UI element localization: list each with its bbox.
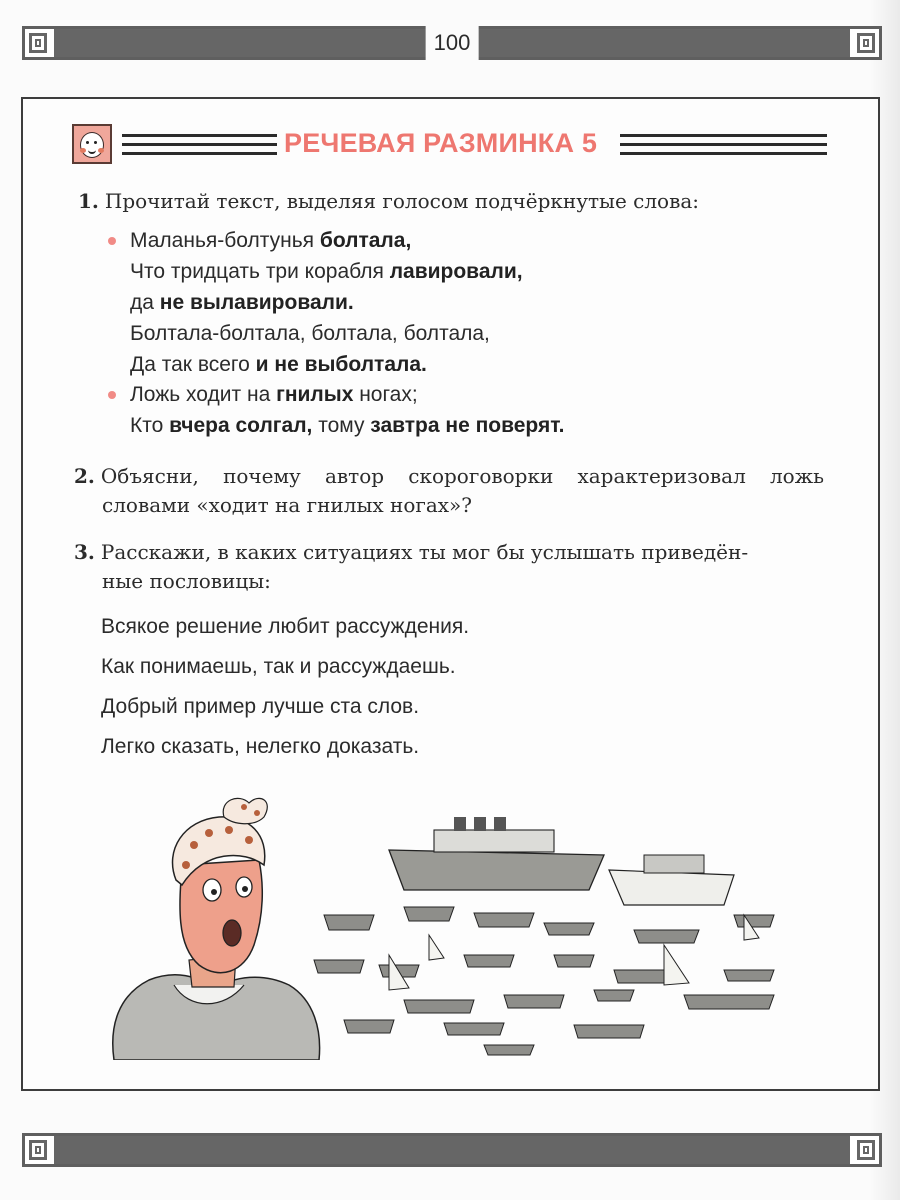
decorative-lines-right	[620, 134, 827, 156]
tongue-twister	[106, 225, 523, 380]
task-3	[74, 538, 824, 596]
task-text-line-2: словами «ходит на гнилых ногах»?	[102, 493, 473, 517]
task-text: Прочитай текст, выделяя голосом подчёркнутые слова:	[104, 189, 700, 213]
bullet-icon	[108, 391, 116, 399]
woman-and-ships-illustration	[104, 795, 794, 1060]
section-title: РЕЧЕВАЯ РАЗМИНКА 5	[284, 128, 598, 158]
task-text-line-1: Расскажи, в каких ситуациях ты мог бы услышать приведён-	[100, 540, 749, 564]
task-number: 2.	[74, 464, 95, 488]
proverb: Как понимаешь, так и рассуждаешь.	[101, 655, 456, 678]
proverb: Легко сказать, нелегко доказать.	[101, 735, 420, 758]
bullet-icon	[108, 237, 116, 245]
proverb-poem	[106, 379, 565, 441]
poem-line: Ложь ходит на гнилых ногах;	[130, 383, 418, 406]
task-number: 3.	[74, 540, 95, 564]
task-text-line-2: ные пословицы:	[102, 569, 271, 593]
poem-line: Кто вчера солгал, тому завтра не поверят.	[130, 414, 565, 437]
section-header	[72, 124, 832, 168]
task-2	[74, 462, 824, 520]
greek-key-border-top	[22, 26, 882, 60]
ships-at-sea-illustration	[304, 795, 794, 1060]
greek-key-border-bottom	[22, 1133, 882, 1167]
meander-pattern	[54, 1136, 850, 1164]
proverb: Добрый пример лучше ста слов.	[101, 695, 420, 718]
task-1	[78, 187, 838, 216]
poem-line: Болтала-болтала, болтала, болтала,	[130, 322, 490, 345]
poem-line: Что тридцать три корабля лавировали,	[130, 260, 523, 283]
task-text-line-1: Объясни, почему автор скороговорки характеризовал ложь	[100, 464, 824, 488]
poem-line: да не вылавировали.	[130, 291, 354, 314]
decorative-lines-left	[122, 134, 277, 156]
poem-line: Маланья-болтунья болтала,	[130, 229, 412, 252]
page-number: 100	[426, 26, 479, 60]
proverbs-list	[101, 610, 469, 770]
boy-face-icon	[72, 124, 112, 164]
proverb: Всякое решение любит рассуждения.	[101, 615, 470, 638]
surprised-woman-illustration	[104, 795, 324, 1060]
poem-line: Да так всего и не выболтала.	[130, 353, 427, 376]
task-number: 1.	[78, 189, 99, 213]
